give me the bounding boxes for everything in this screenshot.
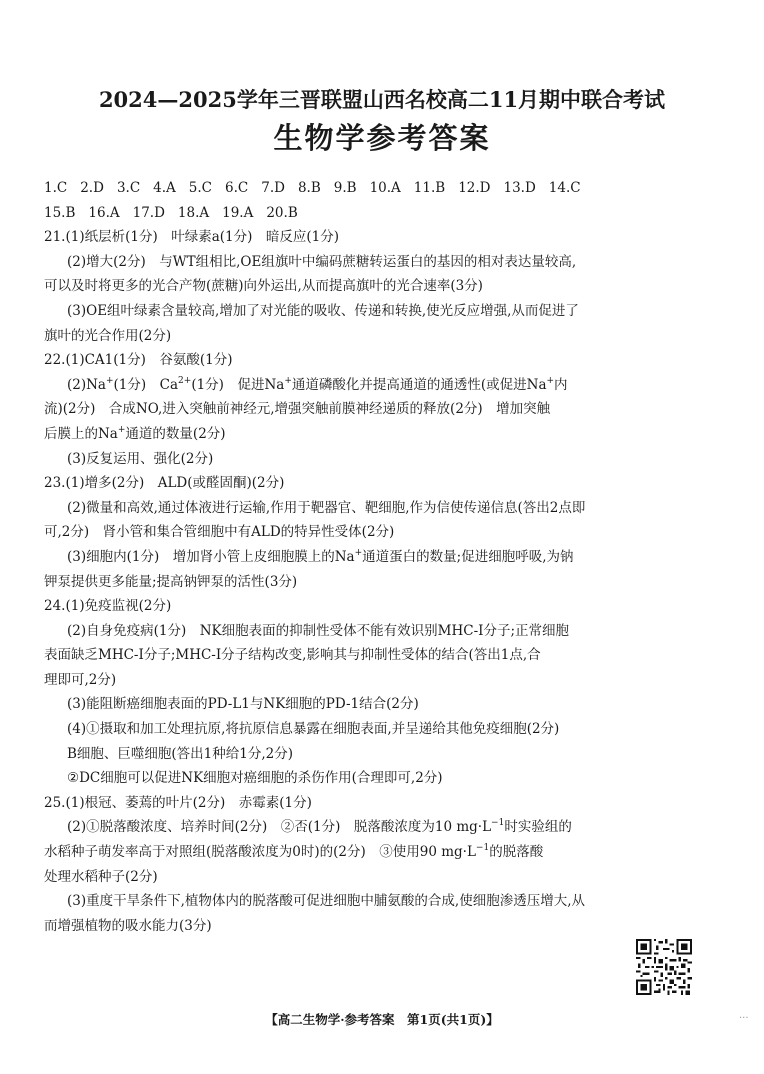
q24-part4-line2: B细胞、巨噬细胞(答出1种给1分,2分) bbox=[67, 745, 294, 762]
mc-answer: 5.C bbox=[188, 180, 213, 196]
q24-part2-line3: 理即可,2分) bbox=[44, 671, 117, 688]
mc-answer: 12.D bbox=[458, 180, 491, 196]
q21-part2-line1: (2)增大(2分) 与WT组相比,OE组旗叶中编码蔗糖转运蛋白的基因的相对表达量较高, bbox=[67, 253, 577, 270]
q23-text-a: (3)细胞内(1分) 增加肾小管上皮细胞膜上的Na bbox=[67, 548, 355, 565]
mc-answer: 15.B bbox=[44, 204, 76, 221]
q25-text-c: 水稻种子萌发率高于对照组(脱落酸浓度为0时)的(2分) ③使用90 mg·L bbox=[44, 844, 476, 861]
mc-answer: 11.B bbox=[413, 180, 446, 196]
superscript-plus: + bbox=[546, 375, 555, 386]
q25-text-b: 时实验组的 bbox=[504, 819, 572, 836]
mc-answer: 20.B bbox=[266, 204, 298, 221]
mc-answer: 6.C bbox=[225, 180, 249, 196]
qr-code-icon[interactable] bbox=[636, 939, 692, 995]
mc-answers-row-2 bbox=[44, 201, 720, 226]
q22-text-d: 通道磷酸化并提高通道的通透性(或促进Na bbox=[291, 376, 547, 393]
q22-text-e: 内 bbox=[554, 376, 568, 393]
superscript-plus: + bbox=[117, 424, 126, 435]
q24-part4-line1: (4)①摄取和加工处理抗原,将抗原信息暴露在细胞表面,并呈递给其他免疫细胞(2分) bbox=[67, 721, 560, 738]
exam-title: 2024—2025学年三晋联盟山西名校高二11月期中联合考试 bbox=[98, 87, 666, 112]
q22-part3: (3)反复运用、强化(2分) bbox=[67, 450, 214, 467]
mc-answer: 16.A bbox=[88, 204, 120, 221]
mc-answer: 18.A bbox=[177, 204, 210, 221]
mc-answer: 10.A bbox=[369, 180, 401, 196]
superscript-minus-one: −1 bbox=[491, 818, 505, 829]
q25-text-d: 的脱落酸 bbox=[489, 844, 544, 861]
q24-part2-line2: 表面缺乏MHC-Ⅰ分子;MHC-Ⅰ分子结构改变,影响其与抑制性受体的结合(答出1点,合 bbox=[44, 647, 541, 664]
q22-part1: 22.(1)CA1(1分) 谷氨酸(1分) bbox=[44, 352, 233, 369]
q23-part2-line2: 可,2分) 肾小管和集合管细胞中有ALD的特异性受体(2分) bbox=[44, 524, 395, 541]
q21-part3-line1: (3)OE组叶绿素含量较高,增加了对光能的吸收、传递和转换,使光反应增强,从而促进了 bbox=[67, 302, 579, 319]
q23-part1: 23.(1)增多(2分) ALD(或醛固酮)(2分) bbox=[44, 475, 285, 492]
mc-answer: 19.A bbox=[222, 204, 254, 221]
q24-part1: 24.(1)免疫监视(2分) bbox=[44, 598, 172, 615]
q24-part2-line1: (2)自身免疫病(1分) NK细胞表面的抑制性受体不能有效识别MHC-Ⅰ分子;正常细胞 bbox=[67, 622, 570, 639]
q21-part2-line2: 可以及时将更多的光合产物(蔗糖)向外运出,从而提高旗叶的光合速率(3分) bbox=[44, 278, 483, 295]
superscript-two-plus: 2+ bbox=[178, 375, 192, 386]
mc-answer: 4.A bbox=[153, 180, 176, 196]
q21-part3-line2: 旗叶的光合作用(2分) bbox=[44, 327, 172, 344]
mc-answer: 3.C bbox=[116, 180, 141, 196]
mc-answer: 17.D bbox=[132, 204, 165, 221]
q25-part2-line3: 处理水稻种子(2分) bbox=[44, 868, 158, 885]
q23-part2-line1: (2)微量和高效,通过体液进行运输,作用于靶器官、靶细胞,作为信使传递信息(答出2点即 bbox=[67, 499, 586, 516]
q25-text-a: (2)①脱落酸浓度、培养时间(2分) ②否(1分) 脱落酸浓度为10 mg·L bbox=[67, 819, 492, 836]
q24-part4-line3: ②DC细胞可以促进NK细胞对癌细胞的杀伤作用(合理即可,2分) bbox=[67, 770, 443, 787]
q25-part3-line1: (3)重度干旱条件下,植物体内的脱落酸可促进细胞中脯氨酸的合成,使细胞渗透压增大,从 bbox=[67, 893, 585, 910]
mc-answer: 13.D bbox=[503, 180, 536, 196]
q25-part2-line1 bbox=[44, 815, 720, 840]
mc-answer: 9.B bbox=[333, 180, 357, 196]
answer-key-title: 生物学参考答案 bbox=[273, 121, 491, 155]
mc-answer: 7.D bbox=[261, 180, 285, 196]
q22-text-c: (1分) 促进Na bbox=[191, 376, 285, 393]
q22-text-b: (1分) Ca bbox=[113, 376, 179, 393]
answer-content bbox=[44, 176, 720, 938]
q21-part1: 21.(1)纸层析(1分) 叶绿素a(1分) 暗反应(1分) bbox=[44, 229, 340, 246]
mc-answer: 14.C bbox=[548, 180, 581, 196]
q24-part3: (3)能阻断癌细胞表面的PD-L1与NK细胞的PD-1结合(2分) bbox=[67, 696, 419, 713]
corner-mark: ... bbox=[739, 1010, 749, 1021]
mc-answer: 2.D bbox=[80, 180, 104, 196]
q22-part2-line1 bbox=[44, 373, 720, 398]
q25-part2-line2 bbox=[44, 840, 720, 865]
q22-text-a: (2)Na bbox=[67, 376, 106, 393]
superscript-plus: + bbox=[354, 547, 363, 558]
superscript-minus-one: −1 bbox=[475, 843, 490, 854]
q22-text-f: 后膜上的Na bbox=[44, 425, 118, 442]
q25-part1: 25.(1)根冠、萎蔫的叶片(2分) 赤霉素(1分) bbox=[44, 794, 312, 811]
q22-part2-line3 bbox=[44, 422, 720, 447]
page-footer: 【高二生物学·参考答案 第1页(共1页)】 bbox=[265, 1012, 499, 1027]
q22-text-g: 通道的数量(2分) bbox=[125, 425, 226, 442]
q25-part3-line2: 而增强植物的吸水能力(3分) bbox=[44, 917, 212, 934]
superscript-plus: + bbox=[284, 375, 292, 386]
q22-part2-line2: 流)(2分) 合成NO,进入突触前神经元,增强突触前膜神经递质的释放(2分) 增加突触 bbox=[44, 401, 551, 418]
q23-text-b: 通道蛋白的数量;促进细胞呼吸,为钠 bbox=[362, 548, 574, 565]
superscript-plus: + bbox=[105, 375, 114, 386]
mc-answer: 1.C bbox=[44, 180, 68, 196]
mc-answers-row-1 bbox=[44, 176, 720, 201]
mc-answer: 8.B bbox=[297, 180, 321, 196]
q23-part3-line2: 钾泵提供更多能量;提高钠钾泵的活性(3分) bbox=[44, 573, 298, 590]
q23-part3-line1 bbox=[44, 545, 720, 570]
